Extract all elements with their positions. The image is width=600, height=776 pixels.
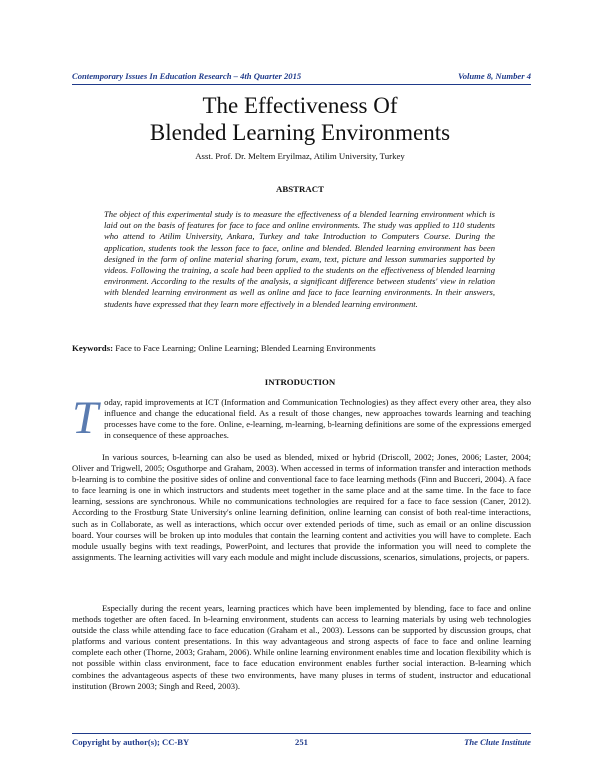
keywords-line — [72, 343, 376, 353]
keywords-text: Face to Face Learning; Online Learning; Blended Learning Environments — [115, 343, 376, 353]
abstract-text: The object of this experimental study is to measure the effectiveness of a blended learning environment which is laid out on the basis of features for face to face and online environments. The study was applied to 110 students who attend to Atilim University, Ankara, Turkey and take Introduction to Computers Course. During the application, students took the lesson face to face, online and blended. Blended learning environment has been designed in the form of online material sharing forum, exam, text, picture and lesson summaries supported by videos. Following the training, a scale had been applied to the students on the effectiveness of blended learning environment. According to the results of the analysis, a significant difference between students' view in relation with blended learning environment as well as online and face to face learning environments. In their answers, students have expressed that they learn more effectively in a blended learning environment. — [104, 209, 495, 309]
author-line: Asst. Prof. Dr. Meltem Eryilmaz, Atilim University, Turkey — [195, 151, 405, 161]
paper-title — [0, 92, 600, 146]
volume-number: Volume 8, Number 4 — [457, 71, 531, 81]
intro-paragraph-1 — [72, 392, 531, 444]
title-line-1: The Effectiveness Of — [202, 93, 398, 118]
keywords-label: Keywords: — [72, 343, 114, 353]
intro-paragraph-2: In various sources, b-learning can also be used as blended, mixed or hybrid (Driscoll, 2002; Jones, 2006; Laster, 2004; Oliver and Trigwell, 2005; Osguthorpe and Graham, 2003). When accessed in terms of information transfer and interaction methods b-learning is to combine the positive sides of online and conventional face to face learning methods (Finn and Bucceri, 2004). A face to face learning is one in which instructors and students meet together in the same place and at the same time. In the face to face learning, sessions are synchronous. While no communications technologies are required for a face to face session (Caner, 2012). According to the Frostburg State University's online learning definition, online learning can consist of both real-time interactions, such as in Collaborate, as well as interactions, which occur over extended periods of time, such as email or an online discussion board. Your courses will be broken up into modules that contain the learning content and activities you will have to complete. Each module usually begins with text readings, PowerPoint, and lectures that provide the information you will need to complete the assignments. The learning activities will vary each module and might include discussions, scenarios, simulations, projects, or papers. — [72, 452, 531, 562]
page-number: 251 — [295, 737, 308, 747]
copyright-notice: Copyright by author(s); CC-BY — [72, 737, 190, 747]
running-header — [72, 71, 531, 85]
intro-paragraph-1-text: oday, rapid improvements at ICT (Information and Communication Technologies) as they affect every other area, they also influence and change the educational field. As a result of those changes, new approaches towards learning and teaching processes have come to the fore. Online, e-learning, m-learning, b-learning definitions are some of the expressions emerged in consequence of these approaches. — [104, 397, 531, 441]
title-line-2: Blended Learning Environments — [149, 120, 451, 145]
introduction-heading: INTRODUCTION — [264, 377, 336, 387]
abstract-heading: ABSTRACT — [276, 184, 324, 194]
drop-cap: T — [72, 392, 99, 444]
publisher-name: The Clute Institute — [464, 737, 531, 747]
journal-name: Contemporary Issues In Education Research – 4th Quarter 2015 — [72, 71, 302, 81]
intro-paragraph-3: Especially during the recent years, learning practices which have been implemented by blending, face to face and online methods together are often faced. In b-learning environment, students can access to learning materials by using web technologies outside the class while attending face to face education (Graham et al., 2003). Lessons can be supported by discussion groups, chat platforms and various content presentations. In this way advantageous and strong aspects of face to face and online learning complete each other (Thorne, 2003; Graham, 2006). While online learning environment enables time and location flexibility which is not possible within class environment, face to face education environment enables further social interaction. B-learning which combines the advantageous aspects of these two environments, have many pluses in terms of student, instructor and educational institution (Brown 2003; Singh and Reed, 2003). — [72, 603, 531, 691]
page-footer — [72, 733, 531, 748]
